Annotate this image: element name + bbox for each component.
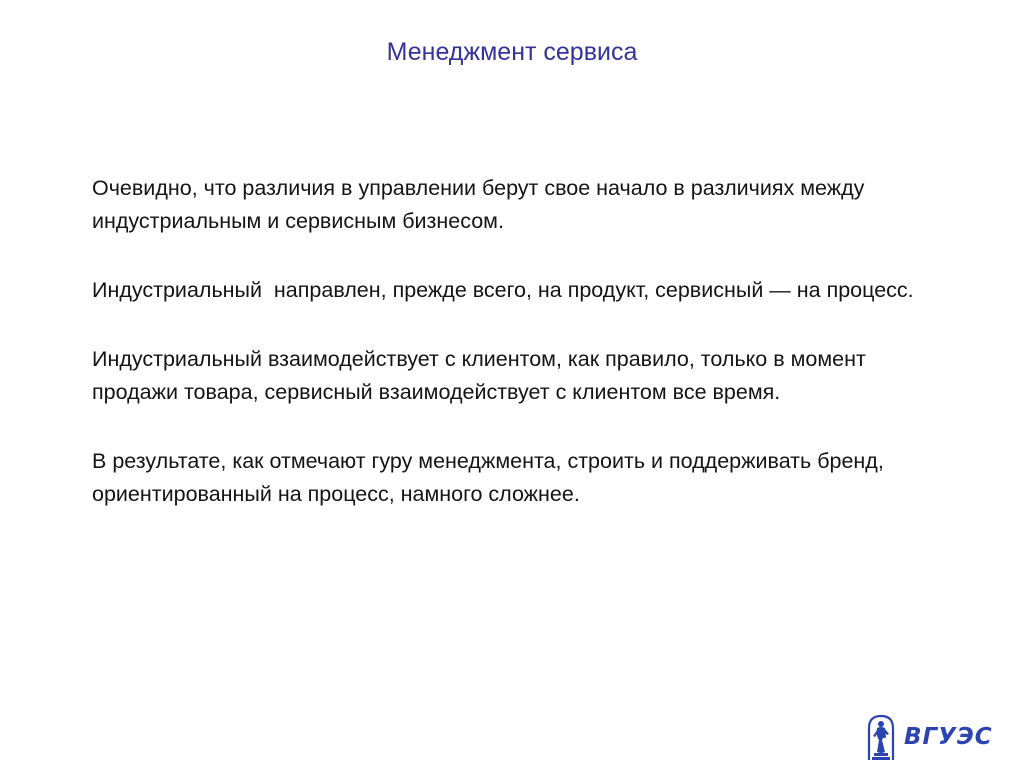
paragraph-2: Индустриальный направлен, прежде всего, на продукт, сервисный — на процесс. bbox=[92, 278, 914, 302]
paragraph-3: Индустриальный взаимодействует с клиентом, как правило, только в момент продажи товара, сервисный взаимодействует с клиентом все время. bbox=[92, 347, 872, 404]
statue-emblem-icon bbox=[866, 714, 896, 762]
paragraph-4: В результате, как отмечают гуру менеджмента, строить и поддерживать бренд, ориентированный на процесс, намного сложнее. bbox=[92, 449, 890, 506]
paragraph-1: Очевидно, что различия в управлении берут свое начало в различиях между индустриальным и сервисным бизнесом. bbox=[92, 176, 871, 233]
slide-title: Менеджмент сервиса bbox=[386, 38, 638, 66]
slide-body bbox=[92, 172, 942, 547]
university-logo bbox=[866, 714, 993, 762]
logo-text: ВГУЭС bbox=[904, 724, 993, 750]
